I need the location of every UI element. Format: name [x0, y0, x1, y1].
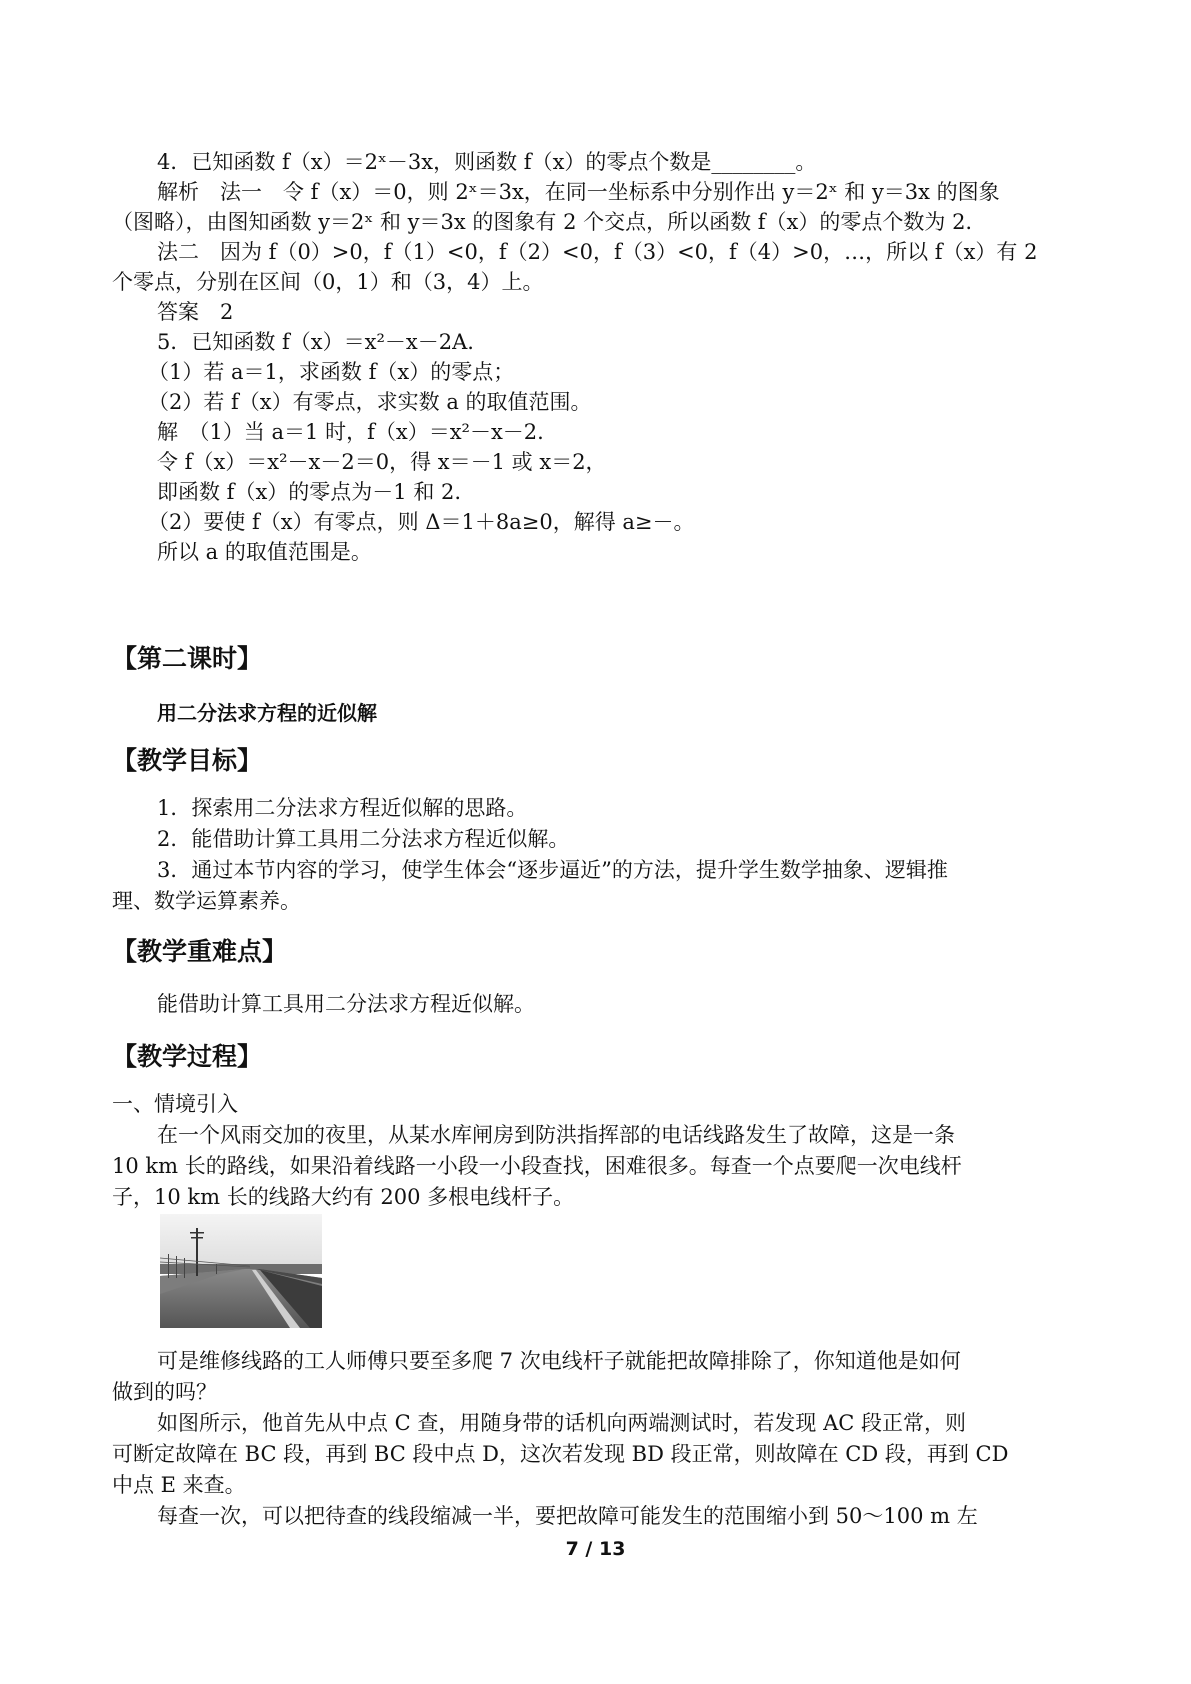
story-para-1-line-3: 子，10 km 长的线路大约有 200 多根电线杆子。 [112, 1185, 575, 1209]
analysis-method-1: 解析 法一 令 f（x）＝0，则 2ˣ＝3x，在同一坐标系中分别作出 y＝2ˣ 和 y＝3x 的图象 [157, 180, 1000, 204]
goal-2: 2．能借助计算工具用二分法求方程近似解。 [157, 827, 570, 851]
solution-5-2: （2）要使 f（x）有零点，则 Δ＝1＋8a≥0，解得 a≥－。 [148, 510, 695, 534]
story-para-3-line-2: 可断定故障在 BC 段，再到 BC 段中点 D，这次若发现 BD 段正常，则故障在 CD 段，再到 CD [112, 1442, 1009, 1466]
solution-5-1-result: 即函数 f（x）的零点为－1 和 2. [157, 480, 462, 504]
answer-4: 答案 2 [157, 300, 234, 324]
problem-4: 4．已知函数 f（x）＝2ˣ－3x，则函数 f（x）的零点个数是________。 [157, 150, 817, 174]
goal-3-cont: 理、数学运算素养。 [112, 889, 301, 913]
problem-5: 5．已知函数 f（x）＝x²－x－2A. [157, 330, 474, 354]
key-difficulty: 能借助计算工具用二分法求方程近似解。 [157, 992, 535, 1016]
goal-1: 1．探索用二分法求方程近似解的思路。 [157, 796, 528, 820]
story-para-1: 在一个风雨交加的夜里，从某水库闸房到防洪指挥部的电话线路发生了故障，这是一条 [157, 1123, 955, 1147]
heading-teaching-process: 【教学过程】 [112, 1042, 263, 1071]
analysis-method-1-cont: （图略），由图知函数 y＝2ˣ 和 y＝3x 的图象有 2 个交点，所以函数 f（x）的零点个数为 2. [112, 210, 973, 234]
heading-second-lesson: 【第二课时】 [112, 644, 263, 673]
solution-5-1: 解 （1）当 a＝1 时，f（x）＝x²－x－2. [157, 420, 544, 444]
goal-3: 3．通过本节内容的学习，使学生体会“逐步逼近”的方法，提升学生数学抽象、逻辑推 [157, 858, 948, 882]
lesson-title: 用二分法求方程的近似解 [157, 701, 377, 725]
story-para-1-line-2: 10 km 长的路线，如果沿着线路一小段一小段查找，困难很多。每查一个点要爬一次电线杆 [112, 1154, 962, 1178]
heading-key-difficulties: 【教学重难点】 [112, 937, 288, 966]
heading-teaching-goals: 【教学目标】 [112, 746, 263, 775]
story-para-3: 如图所示，他首先从中点 C 查，用随身带的话机向两端测试时，若发现 AC 段正常，则 [157, 1411, 966, 1435]
problem-5-part-1: （1）若 a＝1，求函数 f（x）的零点； [148, 360, 515, 384]
road-power-line-photo [160, 1214, 322, 1328]
solution-5-1-step: 令 f（x）＝x²－x－2＝0，得 x＝－1 或 x＝2， [157, 450, 607, 474]
problem-5-part-2: （2）若 f（x）有零点，求实数 a 的取值范围。 [148, 390, 592, 414]
story-para-4: 每查一次，可以把待查的线段缩减一半，要把故障可能发生的范围缩小到 50～100 m 左 [157, 1504, 978, 1528]
story-para-2: 可是维修线路的工人师傅只要至多爬 7 次电线杆子就能把故障排除了，你知道他是如何 [157, 1349, 961, 1373]
section-intro: 一、情境引入 [112, 1092, 238, 1116]
page-number: 7 / 13 [565, 1538, 626, 1560]
story-para-3-line-3: 中点 E 来查。 [112, 1473, 246, 1497]
analysis-method-2: 法二 因为 f（0）>0，f（1）<0，f（2）<0，f（3）<0，f（4）>0，…，所以 f（x）有 2 [157, 240, 1038, 264]
solution-5-2-result: 所以 a 的取值范围是。 [157, 540, 372, 564]
story-para-2-line-2: 做到的吗？ [112, 1380, 217, 1404]
analysis-method-2-cont: 个零点，分别在区间（0，1）和（3，4）上。 [112, 270, 544, 294]
